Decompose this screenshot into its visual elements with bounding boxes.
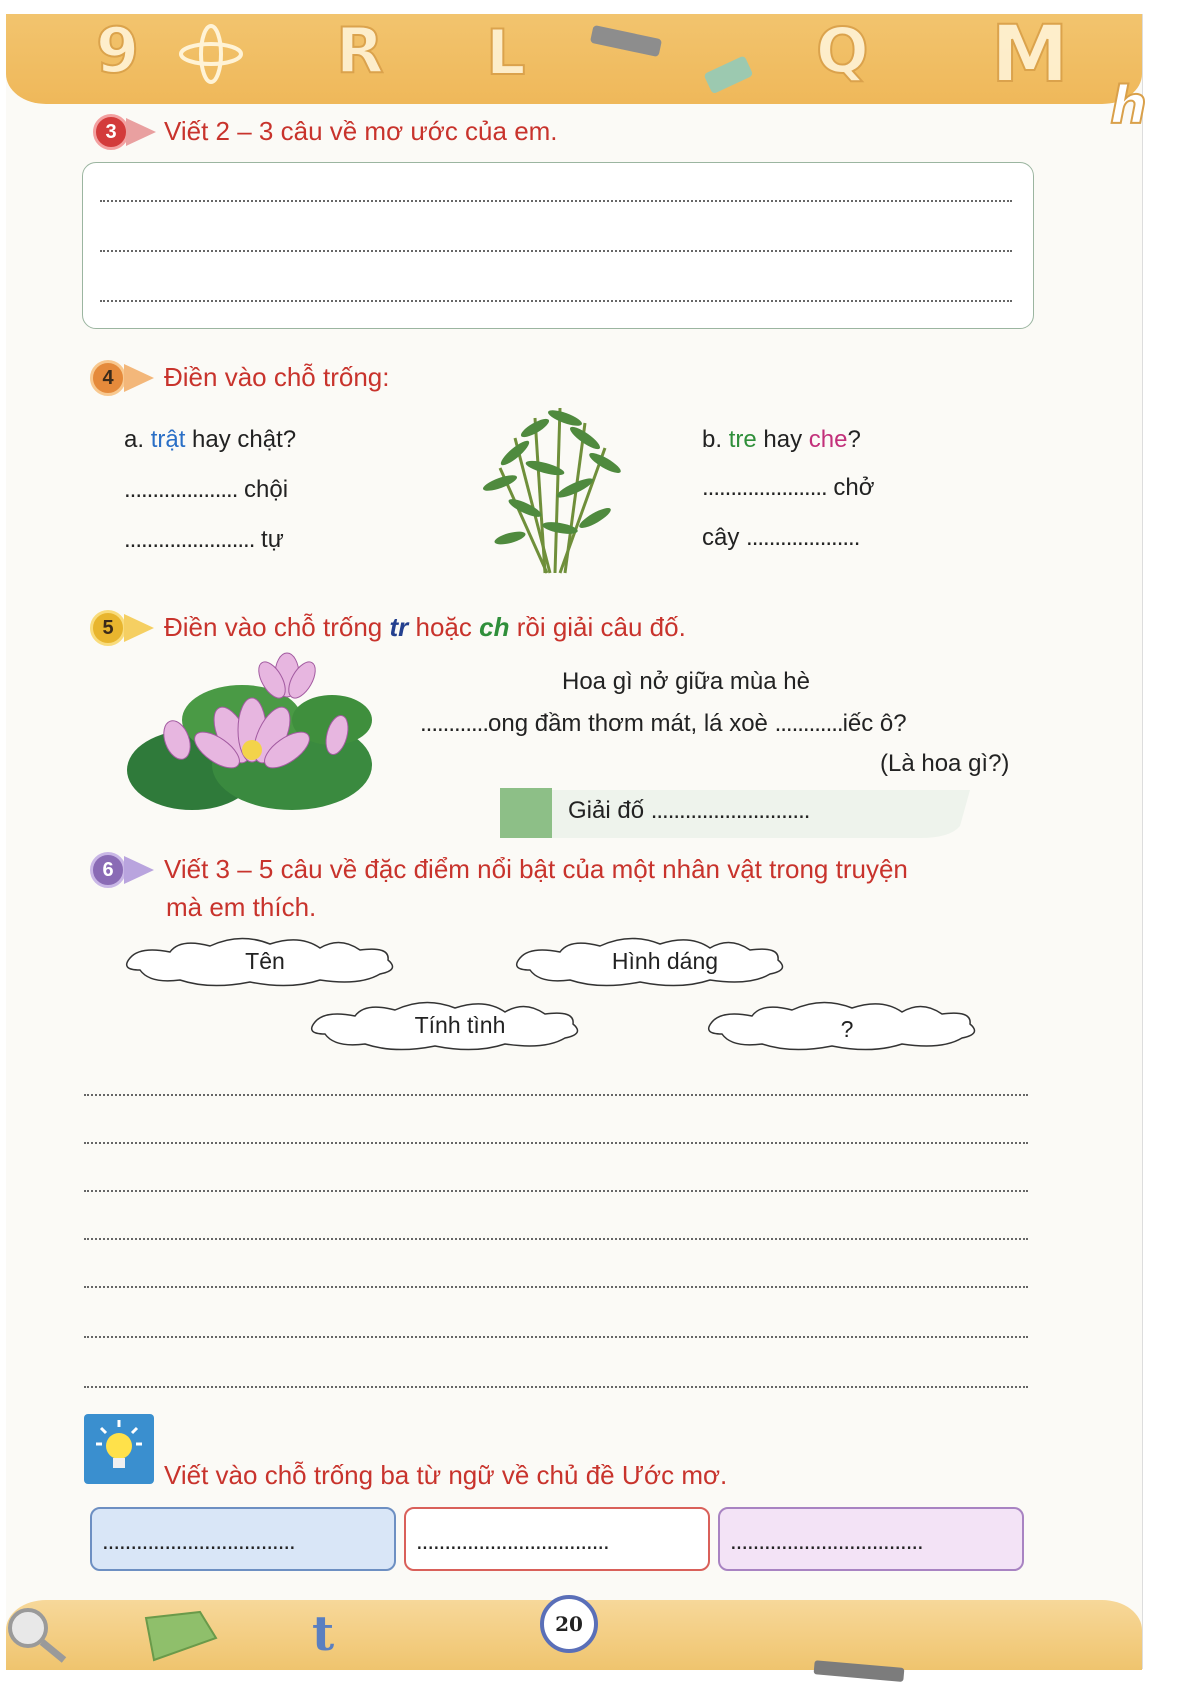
exercise-4a-prompt	[124, 426, 296, 454]
blank-dots[interactable]: .......................	[124, 526, 255, 553]
lightbulb-icon	[84, 1414, 154, 1484]
eraser-icon	[140, 1608, 220, 1664]
answer-line[interactable]	[84, 1142, 1028, 1144]
answer-line[interactable]	[84, 1336, 1028, 1338]
magnifier-icon	[4, 1604, 74, 1664]
exercise-4-number: 4	[90, 360, 126, 396]
answer-row	[568, 797, 809, 825]
bamboo-illustration	[475, 398, 635, 578]
cloud-label-name: Tên	[245, 948, 285, 974]
option-word-1: tre	[728, 426, 757, 453]
blank-dots[interactable]: ............	[420, 710, 489, 737]
answer-line[interactable]	[100, 300, 1012, 302]
blank-dots[interactable]: ....................	[746, 524, 860, 551]
word-box-dots: ..................................	[730, 1528, 923, 1555]
exercise-4a-line-2	[124, 526, 284, 554]
riddle-text: iếc ô?	[842, 710, 907, 737]
answer-line[interactable]	[84, 1238, 1028, 1240]
idea-title: Viết vào chỗ trống ba từ ngữ về chủ đề Ước mơ.	[164, 1460, 728, 1490]
word-fragment: chở	[833, 474, 875, 501]
exercise-6-number: 6	[90, 852, 126, 888]
riddle-line-1: Hoa gì nở giữa mùa hè	[562, 668, 810, 695]
answer-label: Giải đố	[568, 797, 645, 824]
atom-icon	[176, 24, 246, 84]
exercise-5-number: 5	[90, 610, 126, 646]
pencil-icon	[586, 24, 676, 64]
exercise-6-title-line-1: Viết 3 – 5 câu về đặc điểm nổi bật của một nhân vật trong truyện	[164, 854, 908, 884]
exercise-4b-line-2	[702, 524, 859, 552]
riddle-text: ong đầm thơm mát, lá xoè	[488, 710, 768, 737]
exercise-flag-icon	[126, 118, 156, 146]
eraser-icon	[696, 54, 766, 104]
exercise-5-title	[164, 612, 686, 643]
item-label: b.	[702, 426, 723, 453]
answer-line[interactable]	[84, 1286, 1028, 1288]
question-mark: ?	[282, 426, 297, 453]
title-part: rồi giải câu đố.	[516, 612, 686, 642]
question-mark: ?	[847, 426, 861, 453]
option-word-2: chật	[237, 426, 283, 453]
decor-letter-icon: L	[486, 16, 526, 89]
exercise-4a-line-1	[124, 476, 288, 504]
blank-dots[interactable]: ......................	[702, 474, 827, 501]
exercise-3-title: Viết 2 – 3 câu về mơ ước của em.	[164, 116, 558, 146]
blank-dots[interactable]: ....................	[124, 476, 238, 503]
answer-line[interactable]	[84, 1386, 1028, 1388]
answer-line[interactable]	[84, 1190, 1028, 1192]
answer-line[interactable]	[100, 200, 1012, 202]
item-label: a.	[124, 426, 145, 453]
decor-letter-h-icon: h	[1109, 76, 1147, 136]
option-connector: hay	[192, 426, 231, 453]
cloud-label-personality: Tính tình	[414, 1012, 506, 1038]
answer-line[interactable]	[100, 250, 1012, 252]
option-word-1: trật	[150, 426, 186, 453]
exercise-4b-prompt	[702, 426, 861, 454]
word-fragment: cây	[702, 524, 740, 551]
title-part: hoặc	[415, 612, 472, 642]
decor-letter-icon: Q	[816, 14, 869, 87]
word-fragment: chội	[244, 476, 289, 503]
decor-letter-icon: R	[336, 14, 384, 87]
exercise-flag-icon	[124, 364, 154, 392]
blank-dots[interactable]: ............	[774, 710, 843, 737]
cloud-label-appearance: Hình dáng	[611, 948, 719, 974]
decor-letter-icon: M	[991, 14, 1069, 100]
riddle-line-2	[420, 710, 907, 738]
word-box-dots: ..................................	[416, 1528, 609, 1555]
top-decorative-band	[6, 14, 1142, 104]
option-word-2: che	[808, 426, 848, 453]
exercise-flag-icon	[124, 856, 154, 884]
decor-letter-t-icon: t	[312, 1606, 335, 1662]
answer-line[interactable]	[84, 1094, 1028, 1096]
exercise-4b-line-1	[702, 474, 874, 502]
title-part: Điền vào chỗ trống	[164, 612, 383, 642]
lotus-illustration	[122, 650, 382, 820]
blank-dots[interactable]: ............................	[650, 797, 810, 824]
pencil-icon	[808, 1660, 918, 1685]
option-connector: hay	[763, 426, 803, 453]
letter-tr: tr	[389, 612, 409, 642]
page-number: 20	[540, 1595, 598, 1653]
exercise-4-title: Điền vào chỗ trống:	[164, 362, 390, 392]
exercise-flag-icon	[124, 614, 154, 642]
letter-ch: ch	[479, 612, 510, 642]
exercise-6-title-line-2: mà em thích.	[166, 892, 317, 922]
exercise-3-number: 3	[93, 114, 129, 150]
word-box-dots: ..................................	[102, 1528, 295, 1555]
exercise-3-answer-box	[82, 162, 1034, 329]
cloud-label-other: ?	[840, 1016, 854, 1042]
word-fragment: tự	[261, 526, 284, 553]
riddle-line-3: (Là hoa gì?)	[880, 750, 1010, 777]
decor-letter-icon: 9	[96, 14, 140, 87]
